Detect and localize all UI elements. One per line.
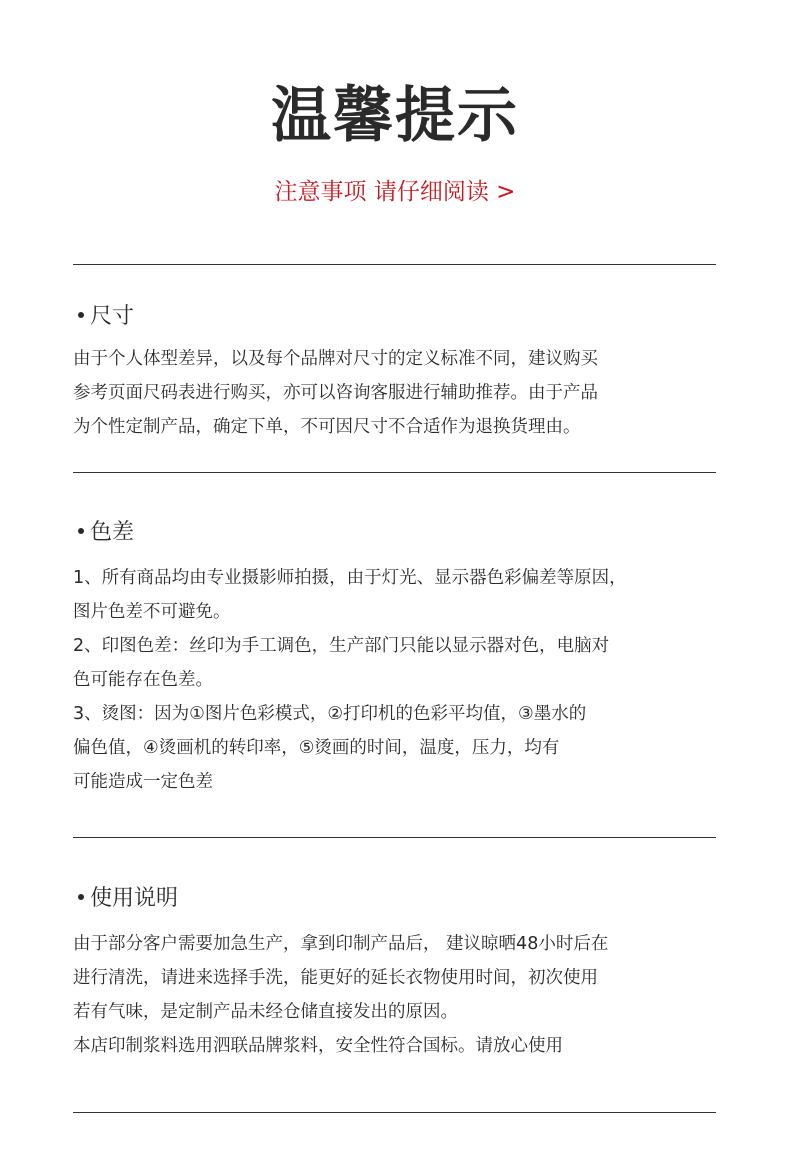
text-line: 参考页面尺码表进行购买，亦可以咨询客服进行辅助推荐。由于产品	[73, 383, 598, 403]
text-line: 为个性定制产品，确定下单，不可因尺寸不合适作为退换货理由。	[73, 417, 581, 437]
text-line: 图片色差不可避免。	[73, 602, 231, 622]
text-line: 可能造成一定色差	[73, 772, 213, 792]
bullet-icon	[78, 312, 84, 318]
section-title-text: 使用说明	[90, 886, 179, 911]
section-title-size	[73, 302, 134, 332]
text-line: 1、所有商品均由专业摄影师拍摄，由于灯光、显示器色彩偏差等原因，	[73, 568, 627, 588]
text-line: 由于个人体型差异，以及每个品牌对尺寸的定义标准不同，建议购买	[73, 349, 598, 369]
divider	[73, 837, 716, 838]
text-line: 若有气味，是定制产品未经仓储直接发出的原因。	[73, 1002, 458, 1022]
section-title-text: 色差	[90, 520, 135, 545]
divider	[73, 264, 716, 265]
divider	[73, 472, 716, 473]
divider	[73, 1112, 716, 1113]
page-title: 温馨提示	[271, 81, 519, 151]
text-line: 偏色值，④烫画机的转印率，⑤烫画的时间，温度，压力，均有	[73, 738, 560, 758]
section-title-color-difference	[73, 518, 134, 548]
text-line: 进行清洗，请进来选择手洗，能更好的延长衣物使用时间，初次使用	[73, 968, 598, 988]
text-line: 由于部分客户需要加急生产，拿到印制产品后， 建议晾晒48小时后在	[73, 934, 609, 954]
bullet-icon	[78, 528, 84, 534]
text-line: 2、印图色差：丝印为手工调色，生产部门只能以显示器对色，电脑对	[73, 636, 610, 656]
text-line: 色可能存在色差。	[73, 670, 213, 690]
notice-subtitle: 注意事项 请仔细阅读 >	[274, 179, 516, 205]
text-line: 本店印制浆料选用泗联品牌浆料，安全性符合国标。请放心使用	[73, 1036, 563, 1056]
section-title-usage	[73, 884, 178, 914]
section-title-text: 尺寸	[90, 304, 135, 329]
section-body-size	[73, 342, 723, 444]
text-line: 3、烫图：因为①图片色彩模式，②打印机的色彩平均值，③墨水的	[73, 704, 587, 724]
section-body-color-difference	[73, 561, 723, 799]
bullet-icon	[78, 894, 84, 900]
section-body-usage	[73, 927, 723, 1063]
